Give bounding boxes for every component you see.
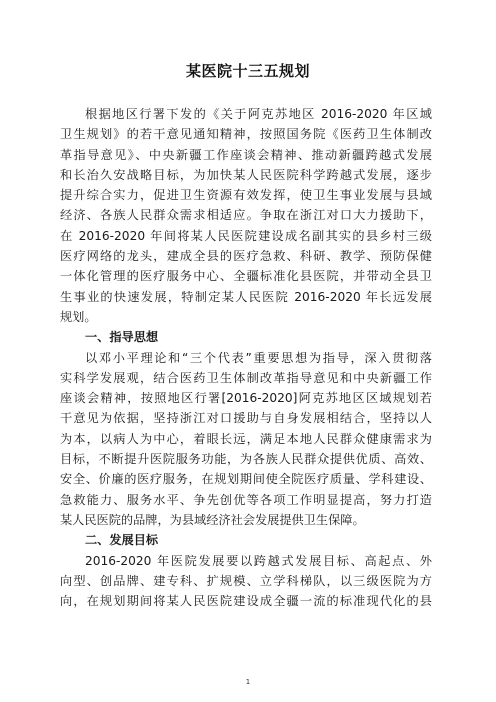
document-body <box>60 104 432 611</box>
paragraph-line: 根据地区行署下发的《关于阿克苏地区 2016-2020 年区域 <box>85 107 432 121</box>
paragraph-line: 座谈会精神，按照地区行署[2016-2020]阿克苏地区区域规划若 <box>60 391 432 406</box>
paragraph-line: 急救能力、服务水平、争先创优等各项工作明显提高，努力打造 <box>60 492 432 507</box>
paragraph-line: 实科学发展观，结合医药卫生体制改革指导意见和中央新疆工作 <box>60 370 432 385</box>
paragraph-line: 为本，以病人为中心，着眼长远，满足本地人民群众健康需求为 <box>60 431 432 446</box>
paragraph-line: 某人民医院的品牌，为县域经济社会发展提供卫生保障。 <box>60 512 365 527</box>
paragraph-line: 2016-2020 年医院发展要以跨越式发展目标、高起点、外 <box>85 553 432 568</box>
paragraph-line: 以邓小平理论和“三个代表”重要思想为指导，深入贯彻落 <box>85 350 432 365</box>
paragraph-line: 向型、创品牌、建专科、扩规模、立学科梯队，以三级医院为方 <box>60 573 432 588</box>
paragraph-line: 卫生规划》的若干意见通知精神，按照国务院《医药卫生体制改 <box>60 127 432 142</box>
paragraph-line: 安全、价廉的医疗服务，在规划期间使全院医疗质量、学科建设、 <box>60 472 432 487</box>
paragraph-line: 向，在规划期间将某人民医院建设成全疆一流的标准现代化的县 <box>60 594 432 609</box>
document-title: 某医院十三五规划 <box>185 62 310 80</box>
paragraph-line: 目标，不断提升医院服务功能，为各族人民群众提供优质、高效、 <box>60 452 432 467</box>
paragraph-line: 和长治久安战略目标，为加快某人民医院科学跨越式发展，逐步 <box>60 167 432 182</box>
paragraph-line: 提升综合实力，促进卫生资源有效发挥，使卫生事业发展与县域 <box>60 188 432 203</box>
paragraph-line: 医疗网络的龙头，建成全县的医疗急救、科研、教学、预防保健 <box>60 249 432 264</box>
paragraph-line: 一体化管理的医疗服务中心、全疆标准化县医院，并带动全县卫 <box>60 269 432 284</box>
paragraph-line: 革指导意见》、中央新疆工作座谈会精神、推动新疆跨越式发展 <box>60 147 432 162</box>
paragraph-line: 生事业的快速发展，特制定某人民医院 2016-2020 年长远发展 <box>60 289 432 304</box>
paragraph-line: 经济、各族人民群众需求相适应。争取在浙江对口大力援助下， <box>60 208 432 223</box>
section-heading-development-goals: 二、发展目标 <box>85 533 159 548</box>
paragraph-line: 在 2016-2020 年间将某人民医院建设成名副其实的县乡村三级 <box>60 228 432 243</box>
paragraph-line: 规划。 <box>60 309 97 324</box>
paragraph-line: 干意见为依据，坚持浙江对口援助与自身发展相结合，坚持以人 <box>60 411 432 426</box>
section-heading-guiding-ideology: 一、指导思想 <box>85 330 159 345</box>
page-number: 1 <box>245 678 251 686</box>
